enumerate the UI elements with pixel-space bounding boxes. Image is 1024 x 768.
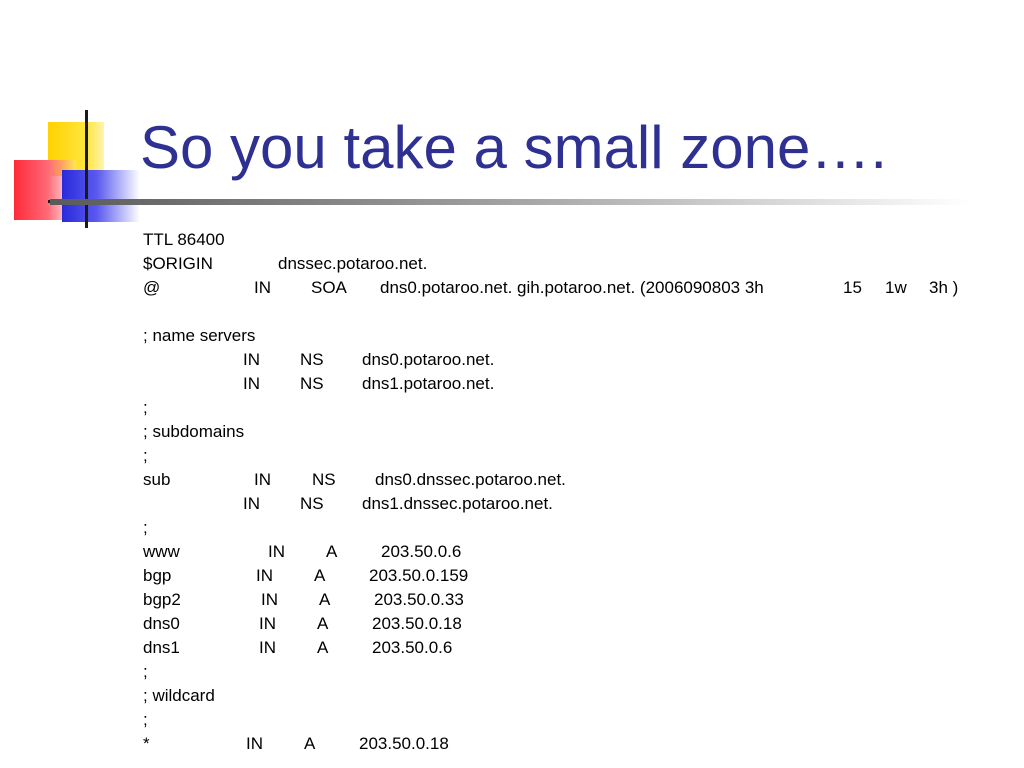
zone-line-comment: ; wildcard [143,686,215,705]
zone-line-class: IN [243,494,260,513]
zone-file-listing [143,228,1003,756]
zone-line [143,492,1003,516]
zone-line-data: dns1.potaroo.net. [362,374,495,393]
zone-line-data: 203.50.0.6 [381,542,462,561]
zone-line-class: IN [259,638,276,657]
zone-line [143,684,1003,708]
zone-line-value: dnssec.potaroo.net. [278,254,428,273]
title-divider [50,199,970,205]
zone-line-type: A [314,566,326,585]
zone-line [143,252,1003,276]
zone-line [143,516,1003,540]
zone-line-type: NS [300,494,324,513]
zone-line-comment: ; name servers [143,326,256,345]
zone-line-data: dns0.dnssec.potaroo.net. [375,470,566,489]
zone-line-comment: ; [143,710,148,729]
zone-line [143,372,1003,396]
zone-line-class: IN [254,470,271,489]
zone-line-type: SOA [311,278,347,297]
zone-line-name: TTL 86400 [143,230,225,249]
zone-line-comment: ; [143,518,148,537]
logo-blue-square [62,170,140,222]
slide-title: So you take a small zone…. [140,114,888,181]
zone-line-blank [143,300,1003,324]
zone-line-data: 203.50.0.18 [372,614,462,633]
zone-line-class: IN [246,734,263,753]
zone-line [143,612,1003,636]
zone-line-comment: ; subdomains [143,422,245,441]
zone-line-comment: ; [143,398,148,417]
zone-line [143,588,1003,612]
zone-line-retry: 15 [843,278,862,297]
zone-line-type: A [326,542,338,561]
zone-line-comment: ; [143,662,148,681]
zone-line [143,348,1003,372]
zone-line-name: sub [143,470,171,489]
zone-line [143,444,1003,468]
zone-line-comment: ; [143,446,148,465]
zone-line-data: dns1.dnssec.potaroo.net. [362,494,553,513]
zone-line-data: dns0.potaroo.net. [362,350,495,369]
zone-line [143,732,1003,756]
zone-line-data: dns0.potaroo.net. gih.potaroo.net. (2006090803 3h [380,278,764,297]
zone-line-name: $ORIGIN [143,254,213,273]
zone-line-minimum: 3h ) [929,278,959,297]
zone-line [143,468,1003,492]
zone-line-name: www [143,542,180,561]
zone-line [143,708,1003,732]
zone-line-type: NS [300,350,324,369]
zone-line [143,420,1003,444]
zone-line-class: IN [243,374,260,393]
zone-line [143,276,1003,300]
slide-logo [0,100,140,240]
zone-line-data: 203.50.0.159 [369,566,469,585]
zone-line-class: IN [261,590,278,609]
zone-line-type: A [317,614,329,633]
zone-line-class: IN [256,566,273,585]
zone-line-class: IN [259,614,276,633]
zone-line-name: @ [143,278,161,297]
zone-line-type: NS [300,374,324,393]
zone-line [143,324,1003,348]
zone-line-name: bgp2 [143,590,181,609]
zone-line-data: 203.50.0.18 [359,734,449,753]
zone-line-name: * [143,734,150,753]
zone-line-type: A [319,590,331,609]
zone-line-data: 203.50.0.33 [374,590,464,609]
zone-line [143,396,1003,420]
zone-line-type: NS [312,470,336,489]
zone-line [143,228,1003,252]
zone-line-expire: 1w [885,278,907,297]
zone-line-class: IN [243,350,260,369]
zone-line-name: bgp [143,566,172,585]
logo-vertical-line [85,110,88,228]
zone-line-data: 203.50.0.6 [372,638,453,657]
zone-line-type: A [304,734,316,753]
zone-line [143,636,1003,660]
zone-line-type: A [317,638,329,657]
zone-line [143,564,1003,588]
zone-line-name: dns0 [143,614,180,633]
zone-line [143,660,1003,684]
zone-line-class: IN [268,542,285,561]
zone-line-class: IN [254,278,271,297]
zone-line [143,540,1003,564]
zone-line-name: dns1 [143,638,180,657]
